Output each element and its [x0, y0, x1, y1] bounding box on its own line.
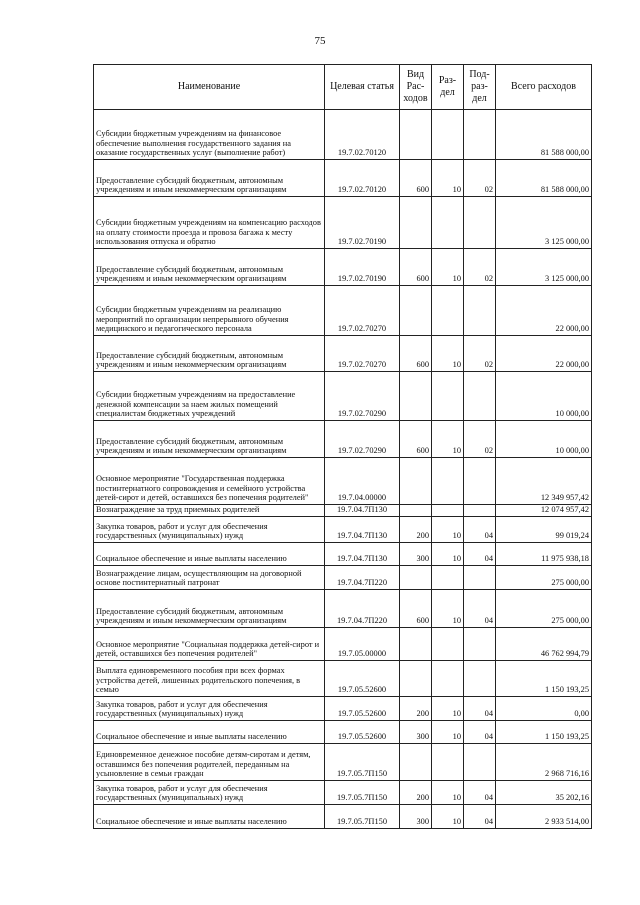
row-podrazdel: 04	[464, 721, 496, 744]
row-podrazdel: 02	[464, 160, 496, 197]
row-razdel: 10	[432, 805, 464, 829]
row-vid	[400, 566, 432, 590]
page-number: 75	[314, 35, 326, 47]
row-code: 19.7.02.70190	[325, 197, 400, 249]
row-razdel	[432, 197, 464, 249]
row-vid: 200	[400, 781, 432, 805]
row-vid: 300	[400, 721, 432, 744]
row-name: Предоставление субсидий бюджетным, автономным учреждениям и иным некоммерческим организациям	[94, 421, 325, 458]
row-code: 19.7.04.7П130	[325, 505, 400, 517]
row-name: Социальное обеспечение и иные выплаты населению	[94, 805, 325, 829]
row-podrazdel: 04	[464, 805, 496, 829]
row-total: 35 202,16	[496, 781, 592, 805]
row-podrazdel	[464, 197, 496, 249]
row-code: 19.7.04.7П220	[325, 566, 400, 590]
row-razdel	[432, 458, 464, 505]
row-code: 19.7.04.00000	[325, 458, 400, 505]
row-razdel: 10	[432, 781, 464, 805]
table-header-row	[94, 65, 592, 110]
row-razdel: 10	[432, 160, 464, 197]
row-total: 10 000,00	[496, 421, 592, 458]
table-row	[94, 372, 592, 421]
row-vid	[400, 505, 432, 517]
row-code: 19.7.04.7П130	[325, 543, 400, 566]
row-podrazdel: 02	[464, 336, 496, 372]
row-total: 10 000,00	[496, 372, 592, 421]
row-name: Субсидии бюджетным учреждениям на предоставление денежной компенсации за наем жилых помещений специалистам бюджетных учреждений	[94, 372, 325, 421]
table-row	[94, 805, 592, 829]
header-razdel: Раз-дел	[432, 65, 464, 110]
row-total: 12 074 957,42	[496, 505, 592, 517]
table-row	[94, 697, 592, 721]
table-row	[94, 566, 592, 590]
row-podrazdel: 02	[464, 249, 496, 286]
row-code: 19.7.05.7П150	[325, 744, 400, 781]
row-razdel: 10	[432, 721, 464, 744]
row-razdel: 10	[432, 543, 464, 566]
row-podrazdel	[464, 286, 496, 336]
row-vid	[400, 628, 432, 661]
row-total: 12 349 957,42	[496, 458, 592, 505]
row-podrazdel: 04	[464, 781, 496, 805]
row-vid	[400, 110, 432, 160]
row-vid: 600	[400, 590, 432, 628]
row-code: 19.7.02.70290	[325, 372, 400, 421]
row-name: Предоставление субсидий бюджетным, автономным учреждениям и иным некоммерческим организациям	[94, 249, 325, 286]
row-razdel	[432, 628, 464, 661]
row-name: Закупка товаров, работ и услуг для обеспечения государственных (муниципальных) нужд	[94, 781, 325, 805]
row-total: 0,00	[496, 697, 592, 721]
row-code: 19.7.05.52600	[325, 721, 400, 744]
row-vid: 600	[400, 249, 432, 286]
row-podrazdel: 04	[464, 590, 496, 628]
row-code: 19.7.05.52600	[325, 661, 400, 697]
table-row	[94, 110, 592, 160]
table-row	[94, 160, 592, 197]
header-code: Целевая статья	[325, 65, 400, 110]
header-total: Всего расходов	[496, 65, 592, 110]
row-podrazdel	[464, 372, 496, 421]
table-row	[94, 197, 592, 249]
row-podrazdel	[464, 566, 496, 590]
row-total: 99 019,24	[496, 517, 592, 543]
row-razdel: 10	[432, 421, 464, 458]
table-row	[94, 458, 592, 505]
row-code: 19.7.02.70290	[325, 421, 400, 458]
row-podrazdel	[464, 458, 496, 505]
row-vid	[400, 458, 432, 505]
row-name: Закупка товаров, работ и услуг для обеспечения государственных (муниципальных) нужд	[94, 517, 325, 543]
header-podrazdel: Под-раз-дел	[464, 65, 496, 110]
table-row	[94, 661, 592, 697]
row-total: 3 125 000,00	[496, 197, 592, 249]
row-code: 19.7.02.70190	[325, 249, 400, 286]
row-name: Социальное обеспечение и иные выплаты населению	[94, 721, 325, 744]
row-podrazdel: 04	[464, 697, 496, 721]
row-razdel	[432, 372, 464, 421]
row-total: 275 000,00	[496, 566, 592, 590]
row-razdel	[432, 744, 464, 781]
row-razdel: 10	[432, 336, 464, 372]
row-total: 46 762 994,79	[496, 628, 592, 661]
row-razdel	[432, 505, 464, 517]
table-row	[94, 744, 592, 781]
row-name: Субсидии бюджетным учреждениям на компенсацию расходов на оплату стоимости проезда и провоза багажа к месту использования отпуска и обратно	[94, 197, 325, 249]
row-code: 19.7.02.70120	[325, 110, 400, 160]
row-vid: 200	[400, 697, 432, 721]
row-podrazdel	[464, 110, 496, 160]
row-total: 22 000,00	[496, 286, 592, 336]
row-name: Социальное обеспечение и иные выплаты населению	[94, 543, 325, 566]
row-razdel: 10	[432, 590, 464, 628]
table-row	[94, 590, 592, 628]
row-podrazdel	[464, 505, 496, 517]
row-vid	[400, 286, 432, 336]
table-row	[94, 628, 592, 661]
table-row	[94, 421, 592, 458]
row-total: 2 968 716,16	[496, 744, 592, 781]
row-code: 19.7.05.00000	[325, 628, 400, 661]
table-row	[94, 249, 592, 286]
table-row	[94, 517, 592, 543]
row-vid: 600	[400, 421, 432, 458]
row-vid	[400, 372, 432, 421]
row-vid: 600	[400, 336, 432, 372]
row-podrazdel: 02	[464, 421, 496, 458]
header-vid: Вид Рас-ходов	[400, 65, 432, 110]
row-name: Предоставление субсидий бюджетным, автономным учреждениям и иным некоммерческим организациям	[94, 160, 325, 197]
table-row	[94, 721, 592, 744]
row-name: Выплата единовременного пособия при всех формах устройства детей, лишенных родительского попечения, в семью	[94, 661, 325, 697]
row-name: Основное мероприятие "Государственная поддержка постинтернатного сопровождения и семейного устройства детей-сирот и детей, оставшихся без попечения родителей"	[94, 458, 325, 505]
table-row	[94, 286, 592, 336]
row-razdel: 10	[432, 517, 464, 543]
row-vid: 300	[400, 805, 432, 829]
row-razdel	[432, 566, 464, 590]
row-podrazdel: 04	[464, 517, 496, 543]
header-name: Наименование	[94, 65, 325, 110]
table-row	[94, 543, 592, 566]
row-code: 19.7.05.7П150	[325, 781, 400, 805]
row-podrazdel	[464, 661, 496, 697]
row-vid: 600	[400, 160, 432, 197]
row-name: Закупка товаров, работ и услуг для обеспечения государственных (муниципальных) нужд	[94, 697, 325, 721]
row-razdel: 10	[432, 697, 464, 721]
row-total: 1 150 193,25	[496, 721, 592, 744]
table-row	[94, 336, 592, 372]
row-code: 19.7.02.70270	[325, 336, 400, 372]
row-name: Предоставление субсидий бюджетным, автономным учреждениям и иным некоммерческим организациям	[94, 590, 325, 628]
row-total: 81 588 000,00	[496, 110, 592, 160]
row-total: 275 000,00	[496, 590, 592, 628]
row-name: Субсидии бюджетным учреждениям на финансовое обеспечение выполнения государственного задания на оказание государственных услуг (выполнение работ)	[94, 110, 325, 160]
row-total: 2 933 514,00	[496, 805, 592, 829]
row-total: 3 125 000,00	[496, 249, 592, 286]
row-vid	[400, 197, 432, 249]
row-code: 19.7.02.70120	[325, 160, 400, 197]
budget-table	[93, 64, 592, 829]
table-row	[94, 505, 592, 517]
row-podrazdel	[464, 744, 496, 781]
row-name: Основное мероприятие "Социальная поддержка детей-сирот и детей, оставшихся без попечения родителей"	[94, 628, 325, 661]
row-vid: 200	[400, 517, 432, 543]
row-total: 11 975 938,18	[496, 543, 592, 566]
row-code: 19.7.04.7П220	[325, 590, 400, 628]
row-total: 1 150 193,25	[496, 661, 592, 697]
row-podrazdel: 04	[464, 543, 496, 566]
row-code: 19.7.05.52600	[325, 697, 400, 721]
row-name: Вознаграждение за труд приемных родителей	[94, 505, 325, 517]
row-name: Субсидии бюджетным учреждениям на реализацию мероприятий по организации непрерывного обучения медицинского и педагогического персонала	[94, 286, 325, 336]
row-podrazdel	[464, 628, 496, 661]
row-name: Предоставление субсидий бюджетным, автономным учреждениям и иным некоммерческим организациям	[94, 336, 325, 372]
row-name: Вознаграждение лицам, осуществляющим на договорной основе постинтернатный патронат	[94, 566, 325, 590]
row-total: 81 588 000,00	[496, 160, 592, 197]
row-vid	[400, 744, 432, 781]
table-row	[94, 781, 592, 805]
row-name: Единовременное денежное пособие детям-сиротам и детям, оставшимся без попечения родителей, переданным на усыновление в семьи граждан	[94, 744, 325, 781]
row-code: 19.7.05.7П150	[325, 805, 400, 829]
row-total: 22 000,00	[496, 336, 592, 372]
row-razdel	[432, 110, 464, 160]
row-vid: 300	[400, 543, 432, 566]
row-code: 19.7.04.7П130	[325, 517, 400, 543]
row-code: 19.7.02.70270	[325, 286, 400, 336]
row-razdel	[432, 286, 464, 336]
row-vid	[400, 661, 432, 697]
row-razdel	[432, 661, 464, 697]
row-razdel: 10	[432, 249, 464, 286]
